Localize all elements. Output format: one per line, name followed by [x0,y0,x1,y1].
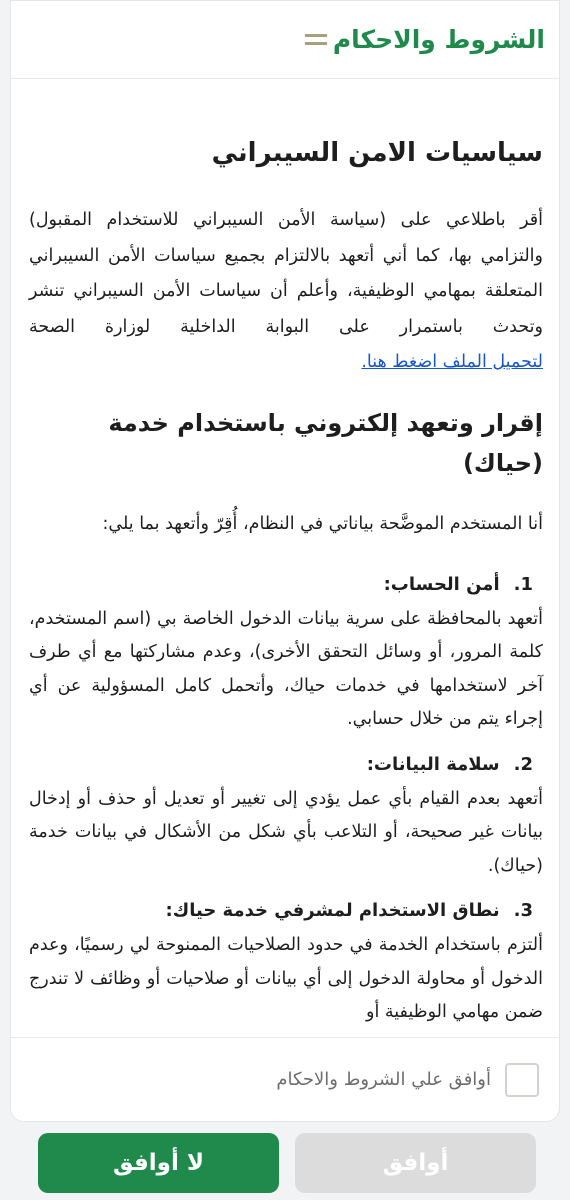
pledge-intro: أنا المستخدم الموضَّحة بياناتي في النظام، أُقِرّ وأتعهد بما يلي: [102,513,543,534]
pledge-item-heading [29,893,543,929]
pledge-item [29,747,543,884]
decline-button[interactable]: لا أوافق [38,1133,279,1193]
page-title: الشروط والاحكام [332,25,545,54]
agree-button[interactable]: أوافق [295,1133,536,1193]
agree-footer [11,1037,559,1121]
pledge-section-title: إقرار وتعهد إلكتروني باستخدام خدمة (حياك) [108,408,543,477]
download-file-link[interactable]: لتحميل الملف اضغط هنا. [361,352,543,372]
pledge-item-heading [29,567,543,603]
pledge-item [29,567,543,737]
cyber-section-body [29,203,543,381]
pledge-item-number: 3. [513,900,533,921]
pledge-item-body: ألتزم باستخدام الخدمة في حدود الصلاحيات الممنوحة لي رسميًا، وعدم الدخول أو محاولة الدخول إلى أي بيانات أو صلاحيات أو وظائف لا تندرج ضمن مهامي الوظيفية أو [29,935,543,1022]
terms-header [11,1,559,79]
pledge-item-body: أتعهد بعدم القيام بأي عمل يؤدي إلى تغيير أو تعديل أو حذف أو إدخال بيانات غير صحيحة، أو التلاعب بأي شكل من الأشكال في بيانات خدمة (حياك). [29,788,543,876]
pledge-item [29,893,543,1030]
agree-checkbox-label[interactable]: أوافق علي الشروط والاحكام [276,1069,491,1090]
pledge-item-heading [29,747,543,783]
pledge-item-title: نطاق الاستخدام لمشرفي خدمة حياك: [165,900,500,921]
pledge-item-title: سلامة البيانات: [366,753,500,775]
terms-card [10,0,560,1122]
pledge-item-title: أمن الحساب: [383,573,500,595]
pledge-item-body: أتعهد بالمحافظة على سرية بيانات الدخول الخاصة بي (اسم المستخدم، كلمة المرور، أو وسائل التحقق الأخرى)، وعدم مشاركتها مع أي طرف آخر لاستخدامها في خدمات حياك، وأتحمل كامل المسؤولية عن أي إجراء يتم من خلال حسابي. [29,608,543,729]
agree-checkbox[interactable] [505,1063,539,1097]
cyber-section-title: سياسيات الامن السيبراني [211,138,543,168]
cyber-body-text: أقر باطلاعي على (سياسة الأمن السيبراني للاستخدام المقبول) والتزامي بها، كما أني أتعهد بالالتزام بجميع سياسات الأمن السيبراني المتعلقة بمهامي الوظيفية، وأعلم أن سياسات الأمن السيبراني تنشر وتحدث باستمرار على البوابة الداخلية لوزارة الصحة [29,210,543,337]
terms-content-scroll[interactable] [11,79,559,1035]
pledge-item-number: 1. [513,573,533,595]
pledge-item-number: 2. [513,753,533,775]
hamburger-menu-icon[interactable] [305,34,327,45]
